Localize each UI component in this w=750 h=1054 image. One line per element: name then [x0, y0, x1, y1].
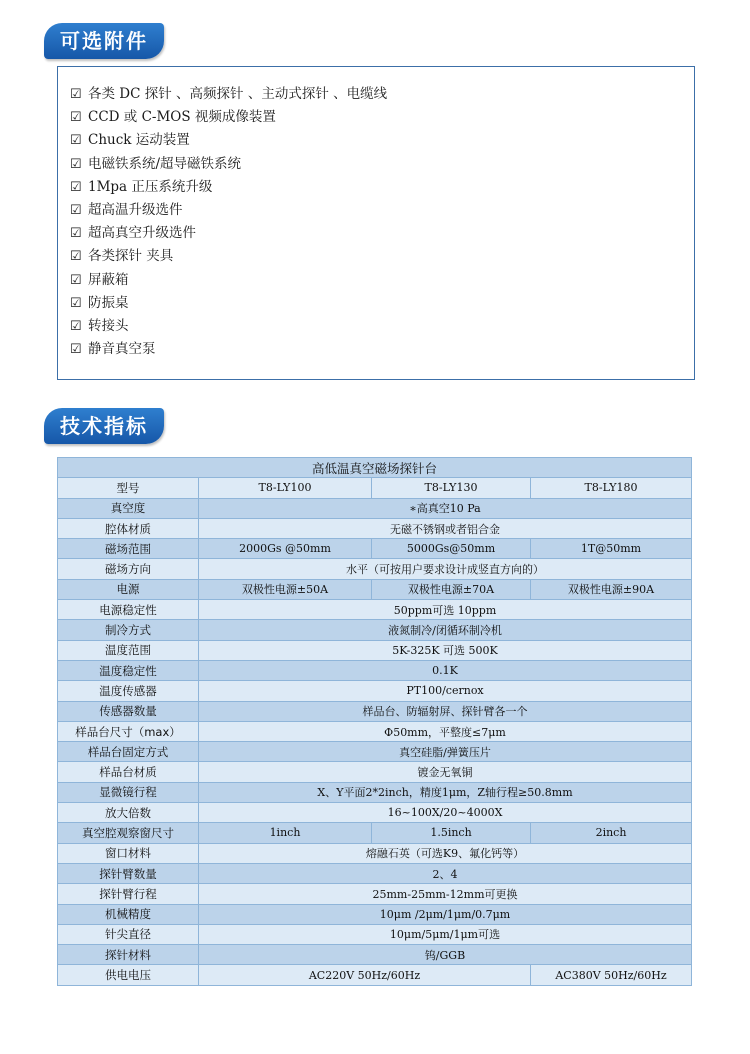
spec-value: 0.1K	[199, 660, 692, 680]
spec-value: T8-LY180	[531, 478, 692, 498]
spec-value: 1inch	[199, 823, 372, 843]
spec-value: 1.5inch	[372, 823, 531, 843]
spec-row	[58, 924, 692, 944]
spec-value: 水平（可按用户要求设计成竖直方向的）	[199, 559, 692, 579]
spec-value: 熔融石英（可选K9、氟化钙等）	[199, 843, 692, 863]
spec-value: AC220V 50Hz/60Hz	[199, 965, 531, 985]
spec-value: 双极性电源±90A	[531, 579, 692, 599]
checkbox-icon: ☑	[70, 156, 82, 172]
spec-row	[58, 863, 692, 883]
accessory-label: 防振桌	[88, 294, 129, 311]
spec-label: 真空腔观察窗尺寸	[58, 823, 199, 843]
spec-table	[57, 457, 692, 986]
spec-value: 钨/GGB	[199, 945, 692, 965]
checkbox-icon: ☑	[70, 226, 82, 242]
accessory-item	[70, 222, 694, 245]
spec-label: 电源	[58, 579, 199, 599]
spec-label: 探针臂行程	[58, 884, 199, 904]
spec-row	[58, 782, 692, 802]
spec-label: 样品台材质	[58, 762, 199, 782]
accessory-item	[70, 338, 694, 361]
spec-value: 2000Gs @50mm	[199, 539, 372, 559]
spec-label: 传感器数量	[58, 701, 199, 721]
spec-label: 针尖直径	[58, 924, 199, 944]
spec-value: 样品台、防辐射屏、探针臂各一个	[199, 701, 692, 721]
spec-label: 型号	[58, 478, 199, 498]
checkbox-icon: ☑	[70, 342, 82, 358]
spec-value: PT100/cernox	[199, 681, 692, 701]
spec-label: 探针材料	[58, 945, 199, 965]
spec-label: 显微镜行程	[58, 782, 199, 802]
spec-row	[58, 945, 692, 965]
spec-label: 电源稳定性	[58, 600, 199, 620]
spec-label: 样品台固定方式	[58, 742, 199, 762]
spec-row	[58, 620, 692, 640]
spec-row	[58, 742, 692, 762]
spec-row	[58, 884, 692, 904]
accessory-label: 1Mpa 正压系统升级	[88, 178, 213, 195]
checkbox-icon: ☑	[70, 202, 82, 218]
spec-row	[58, 803, 692, 823]
spec-row	[58, 539, 692, 559]
accessory-item	[70, 245, 694, 268]
spec-row	[58, 559, 692, 579]
spec-label: 磁场范围	[58, 539, 199, 559]
checkbox-icon: ☑	[70, 179, 82, 195]
spec-label: 放大倍数	[58, 803, 199, 823]
spec-value: 镀金无氧铜	[199, 762, 692, 782]
spec-value: T8-LY130	[372, 478, 531, 498]
accessory-label: 各类探针 夹具	[88, 248, 174, 265]
accessory-item	[70, 269, 694, 292]
spec-value: 16~100X/20~4000X	[199, 803, 692, 823]
spec-value: AC380V 50Hz/60Hz	[531, 965, 692, 985]
spec-value: X、Y平面2*2inch，精度1μm，Z轴行程≥50.8mm	[199, 782, 692, 802]
accessory-label: Chuck 运动装置	[88, 132, 190, 149]
accessory-label: 屏蔽箱	[88, 271, 129, 288]
accessories-box	[57, 66, 695, 380]
spec-value: 5000Gs@50mm	[372, 539, 531, 559]
spec-label: 温度稳定性	[58, 660, 199, 680]
checkbox-icon: ☑	[70, 87, 82, 102]
checkbox-icon: ☑	[70, 318, 82, 334]
spec-row	[58, 681, 692, 701]
spec-value: 1T@50mm	[531, 539, 692, 559]
spec-label: 腔体材质	[58, 518, 199, 538]
spec-label: 温度传感器	[58, 681, 199, 701]
spec-value: 5K-325K 可选 500K	[199, 640, 692, 660]
spec-value: 液氮制冷/闭循环制冷机	[199, 620, 692, 640]
accessories-heading: 可选附件	[44, 23, 164, 59]
spec-title: 高低温真空磁场探针台	[58, 458, 692, 478]
spec-label: 窗口材料	[58, 843, 199, 863]
accessory-label: 电磁铁系统/超导磁铁系统	[88, 155, 242, 172]
spec-label: 磁场方向	[58, 559, 199, 579]
accessory-label: 各类 DC 探针 、高频探针 、主动式探针 、电缆线	[88, 86, 388, 102]
spec-label: 温度范围	[58, 640, 199, 660]
spec-row	[58, 701, 692, 721]
accessory-label: 超高温升级选件	[88, 201, 183, 218]
spec-value: 50ppm可选 10ppm	[199, 600, 692, 620]
spec-row	[58, 478, 692, 498]
accessories-list	[58, 67, 694, 361]
spec-row	[58, 660, 692, 680]
spec-value: 真空硅脂/弹簧压片	[199, 742, 692, 762]
checkbox-icon: ☑	[70, 272, 82, 288]
spec-value: 25mm-25mm-12mm可更换	[199, 884, 692, 904]
spec-value: 10μm /2μm/1μm/0.7μm	[199, 904, 692, 924]
spec-row	[58, 579, 692, 599]
accessory-label: CCD 或 C-MOS 视频成像装置	[88, 109, 276, 126]
accessory-label: 超高真空升级选件	[88, 225, 196, 242]
checkbox-icon: ☑	[70, 249, 82, 265]
spec-row	[58, 762, 692, 782]
accessory-item	[70, 129, 694, 152]
spec-value: 无磁不锈钢或者铝合金	[199, 518, 692, 538]
spec-row	[58, 518, 692, 538]
spec-row	[58, 600, 692, 620]
checkbox-icon: ☑	[70, 295, 82, 311]
spec-row	[58, 904, 692, 924]
spec-value: Φ50mm，平整度≤7μm	[199, 721, 692, 741]
accessory-item	[70, 315, 694, 338]
spec-value: 2、4	[199, 863, 692, 883]
accessory-item	[70, 106, 694, 129]
spec-row	[58, 823, 692, 843]
spec-value: 2inch	[531, 823, 692, 843]
spec-value: 10μm/5μm/1μm可选	[199, 924, 692, 944]
accessory-label: 静音真空泵	[88, 341, 156, 358]
accessory-label: 转接头	[88, 317, 129, 334]
spec-label: 供电电压	[58, 965, 199, 985]
spec-row	[58, 843, 692, 863]
checkbox-icon: ☑	[70, 110, 82, 126]
spec-value: ∗高真空10 Pa	[199, 498, 692, 518]
spec-label: 样品台尺寸（max）	[58, 721, 199, 741]
spec-row	[58, 498, 692, 518]
spec-label: 制冷方式	[58, 620, 199, 640]
spec-label: 探针臂数量	[58, 863, 199, 883]
spec-value: 双极性电源±70A	[372, 579, 531, 599]
spec-row	[58, 965, 692, 985]
spec-value: 双极性电源±50A	[199, 579, 372, 599]
spec-row	[58, 721, 692, 741]
accessory-item	[70, 83, 694, 106]
accessory-item	[70, 292, 694, 315]
spec-label: 机械精度	[58, 904, 199, 924]
spec-row	[58, 640, 692, 660]
spec-title-row	[58, 458, 692, 478]
spec-label: 真空度	[58, 498, 199, 518]
specs-heading: 技术指标	[44, 408, 164, 444]
accessory-item	[70, 153, 694, 176]
accessory-item	[70, 176, 694, 199]
accessory-item	[70, 199, 694, 222]
checkbox-icon: ☑	[70, 133, 82, 149]
spec-value: T8-LY100	[199, 478, 372, 498]
